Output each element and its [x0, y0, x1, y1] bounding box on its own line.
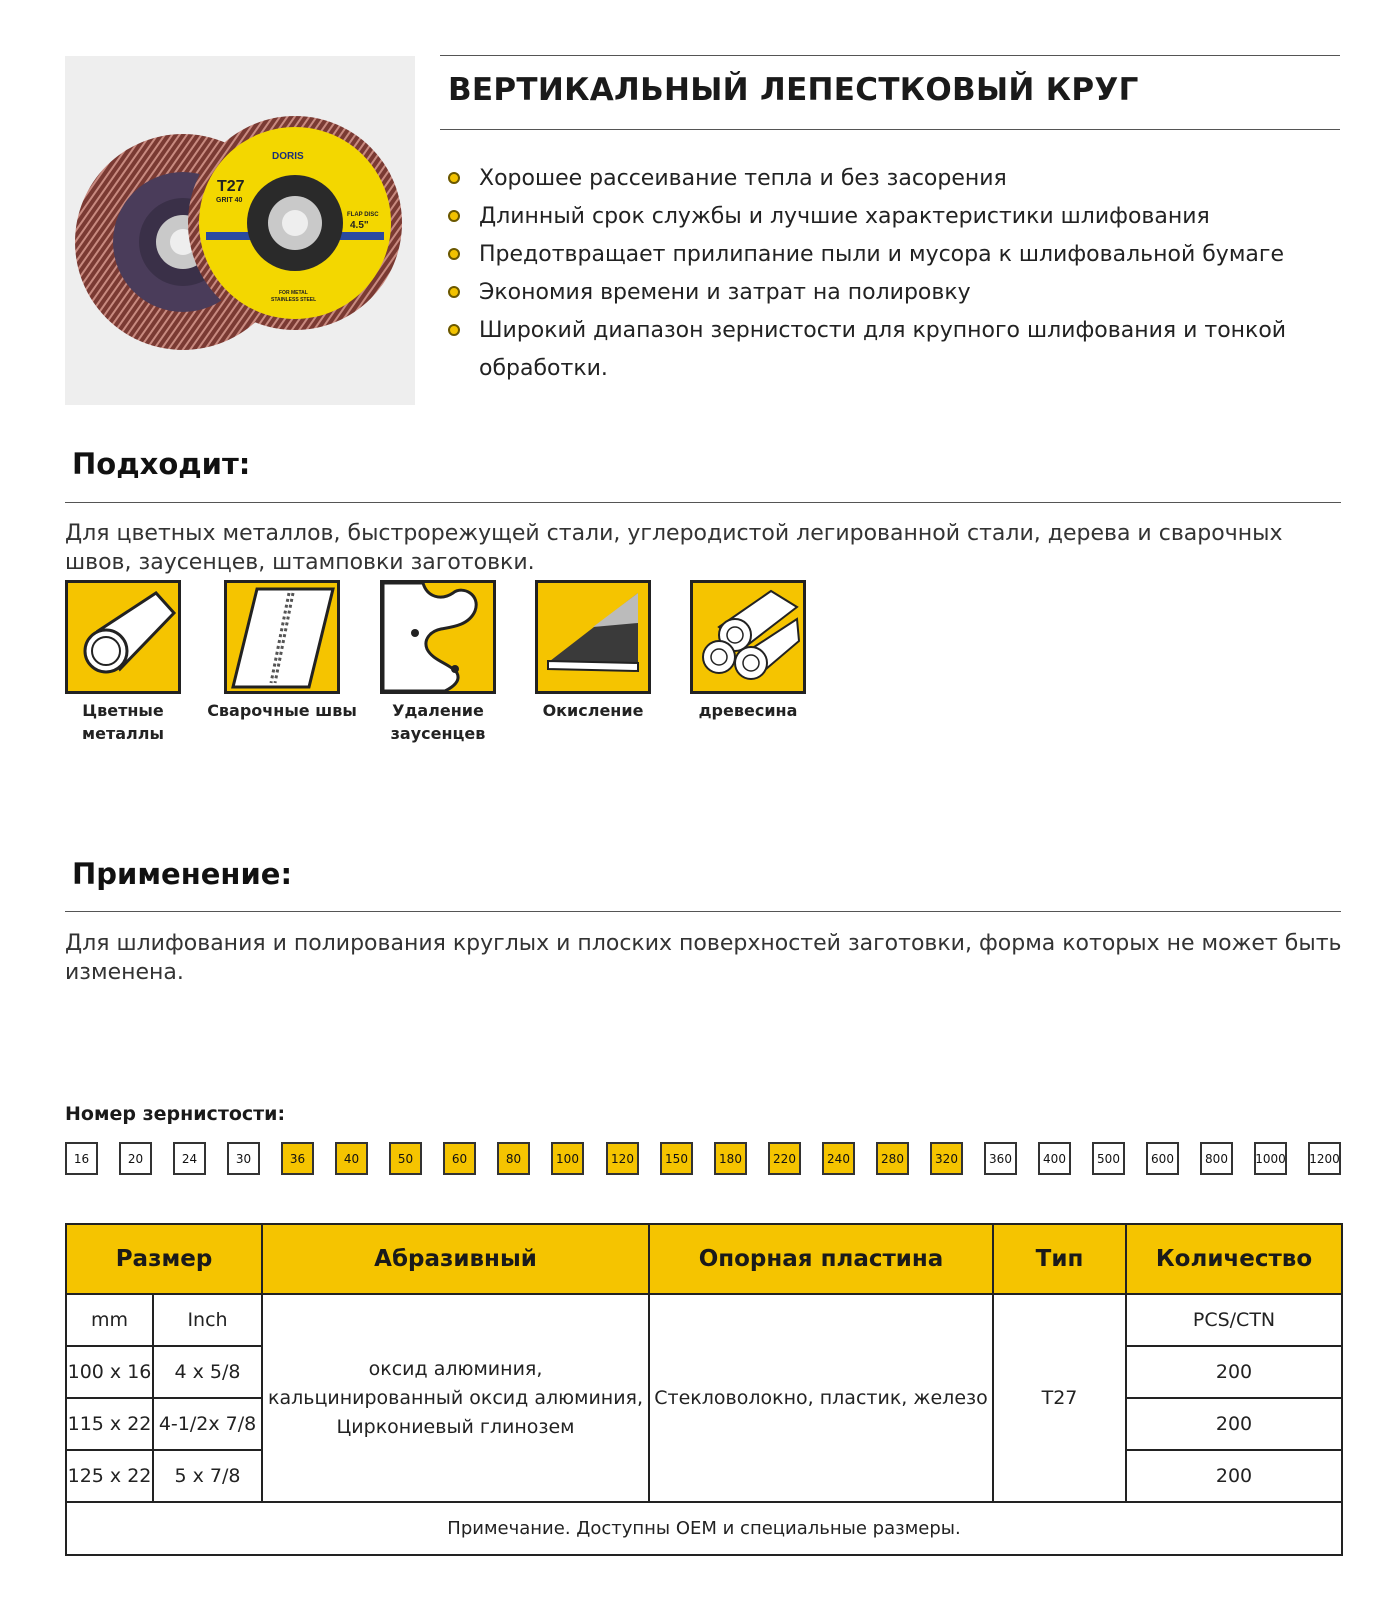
abrasive-line: кальцинированный оксид алюминия,	[267, 1386, 644, 1409]
icon-label-nonferrous: Цветные металлы	[82, 701, 164, 743]
grit-box: 80	[497, 1142, 530, 1175]
grit-box: 30	[227, 1142, 260, 1175]
subheader-inch: Inch	[153, 1294, 262, 1346]
grit-box: 60	[443, 1142, 476, 1175]
size-inch-cell: 4-1/2x 7/8	[153, 1398, 262, 1450]
grit-box: 20	[119, 1142, 152, 1175]
suitable-text: Для цветных металлов, быстрорежущей стали, углеродистой легированной стали, дерева и сварочных швов, заусенцев, штамповки заготовки.	[65, 521, 1283, 575]
grit-box: 24	[173, 1142, 206, 1175]
header-size: Размер	[66, 1224, 262, 1294]
grit-box: 360	[984, 1142, 1017, 1175]
abrasive-line: Циркониевый глинозем	[336, 1415, 575, 1438]
grit-box: 1200	[1308, 1142, 1341, 1175]
icon-label-welds: Сварочные швы	[207, 701, 357, 720]
grit-box: 400	[1038, 1142, 1071, 1175]
icon-label-burrs: Удаление заусенцев	[390, 701, 486, 743]
disc-stainless-text: STAINLESS STEEL	[271, 297, 317, 303]
bullet-icon	[448, 248, 460, 260]
grit-box: 240	[822, 1142, 855, 1175]
backing-cell: Стекловолокно, пластик, железо	[649, 1294, 993, 1502]
wood-logs-icon	[690, 580, 806, 694]
grit-title: Номер зернистости:	[65, 1103, 286, 1125]
oxidation-icon	[535, 580, 651, 694]
header-type: Тип	[993, 1224, 1126, 1294]
title-top-rule	[440, 55, 1340, 56]
feature-item	[448, 160, 1348, 198]
header-quantity: Количество	[1126, 1224, 1342, 1294]
disc-flap-text: FLAP DISC	[347, 212, 379, 218]
size-mm-cell: 100 x 16	[66, 1346, 153, 1398]
burr-removal-icon	[380, 580, 496, 694]
suitable-rule	[65, 502, 1341, 503]
feature-text: Экономия времени и затрат на полировку	[479, 280, 971, 305]
grit-box: 150	[660, 1142, 693, 1175]
grit-box: 600	[1146, 1142, 1179, 1175]
table-note-row	[66, 1502, 1342, 1555]
flap-disc-image	[65, 56, 415, 405]
grit-box: 320	[930, 1142, 963, 1175]
feature-item	[448, 312, 1348, 350]
table-header-row	[66, 1224, 1342, 1294]
qty-cell: 200	[1126, 1346, 1342, 1398]
grit-box: 1000	[1254, 1142, 1287, 1175]
icon-label-oxidation: Окисление	[542, 701, 644, 720]
grit-box: 120	[606, 1142, 639, 1175]
grit-box: 800	[1200, 1142, 1233, 1175]
pipe-icon	[65, 580, 181, 694]
feature-item	[448, 198, 1348, 236]
grit-box: 40	[335, 1142, 368, 1175]
subheader-qty-unit: PCS/CTN	[1126, 1294, 1342, 1346]
grit-box: 100	[551, 1142, 584, 1175]
page-title: ВЕРТИКАЛЬНЫЙ ЛЕПЕСТКОВЫЙ КРУГ	[448, 72, 1139, 108]
subheader-mm: mm	[66, 1294, 153, 1346]
disc-for-metal-text: FOR METAL	[279, 290, 308, 296]
grit-box: 280	[876, 1142, 909, 1175]
bullet-icon	[448, 286, 460, 298]
feature-text: Предотвращает прилипание пыли и мусора к шлифовальной бумаге	[479, 242, 1284, 267]
application-rule	[65, 911, 1341, 912]
size-inch-cell: 4 x 5/8	[153, 1346, 262, 1398]
bullet-icon	[448, 210, 460, 222]
bullet-icon	[448, 172, 460, 184]
grit-box: 36	[281, 1142, 314, 1175]
icon-label-wood: древесина	[698, 701, 798, 720]
feature-list	[448, 160, 1348, 388]
brand-logo-text: DORIS	[272, 151, 304, 162]
feature-text: Хорошее рассеивание тепла и без засорения	[479, 166, 1007, 191]
spec-table	[65, 1223, 1343, 1556]
disc-grit-text: GRIT 40	[216, 197, 243, 204]
title-bottom-rule	[440, 129, 1340, 130]
size-inch-cell: 5 x 7/8	[153, 1450, 262, 1502]
front-disc	[188, 116, 402, 330]
disc-size-text: 4.5"	[350, 220, 369, 231]
product-photo	[65, 56, 415, 405]
table-note: Примечание. Доступны OEM и специальные размеры.	[66, 1502, 1342, 1555]
feature-text: Длинный срок службы и лучшие характеристики шлифования	[479, 204, 1210, 229]
grit-box: 180	[714, 1142, 747, 1175]
size-mm-cell: 125 x 22	[66, 1450, 153, 1502]
application-heading: Применение:	[72, 857, 293, 891]
feature-text: Широкий диапазон зернистости для крупного шлифования и тонкой	[479, 318, 1287, 343]
grit-box: 220	[768, 1142, 801, 1175]
grit-box: 500	[1092, 1142, 1125, 1175]
feature-item	[448, 274, 1348, 312]
header-abrasive: Абразивный	[262, 1224, 649, 1294]
disc-type-text: T27	[217, 178, 245, 195]
qty-cell: 200	[1126, 1398, 1342, 1450]
grit-box: 16	[65, 1142, 98, 1175]
table-subheader-row	[66, 1294, 1342, 1346]
feature-item	[448, 236, 1348, 274]
application-text: Для шлифования и полирования круглых и плоских поверхностей заготовки, форма которых не может быть изменена.	[65, 931, 1342, 985]
type-cell: T27	[993, 1294, 1126, 1502]
size-mm-cell: 115 x 22	[66, 1398, 153, 1450]
header-backing: Опорная пластина	[649, 1224, 993, 1294]
weld-seam-icon	[224, 580, 340, 694]
qty-cell: 200	[1126, 1450, 1342, 1502]
feature-text: обработки.	[479, 356, 608, 381]
abrasive-cell	[262, 1294, 649, 1502]
suitable-heading: Подходит:	[72, 447, 251, 481]
abrasive-line: оксид алюминия,	[368, 1357, 543, 1380]
feature-item-continuation	[448, 350, 1348, 388]
grit-box: 50	[389, 1142, 422, 1175]
bullet-icon	[448, 324, 460, 336]
